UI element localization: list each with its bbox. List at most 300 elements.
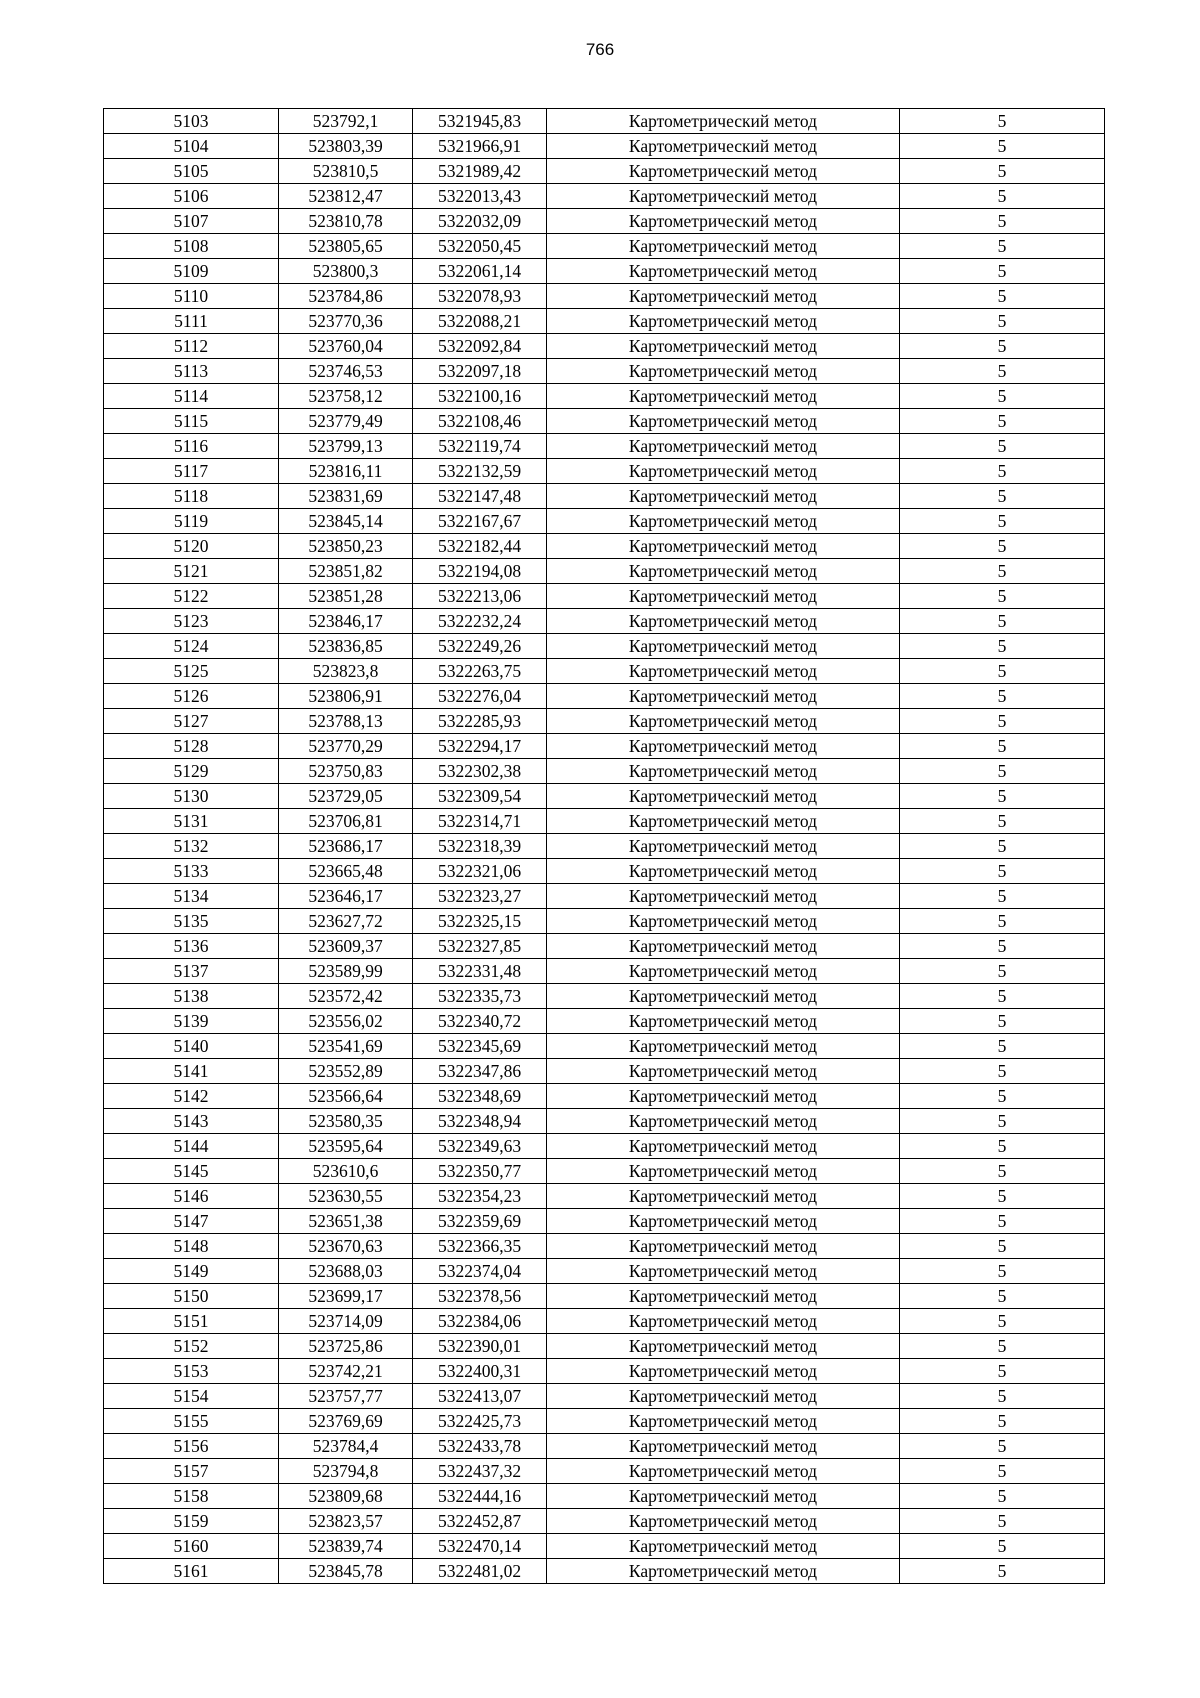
point-number-cell: 5111	[104, 309, 279, 334]
x-coordinate-cell: 523803,39	[279, 134, 413, 159]
x-coordinate-cell: 523750,83	[279, 759, 413, 784]
table-row	[104, 159, 1105, 184]
table-row	[104, 1384, 1105, 1409]
y-coordinate-cell: 5322285,93	[413, 709, 547, 734]
point-number-cell: 5143	[104, 1109, 279, 1134]
x-coordinate-cell: 523552,89	[279, 1059, 413, 1084]
point-number-cell: 5123	[104, 609, 279, 634]
point-number-cell: 5106	[104, 184, 279, 209]
accuracy-cell: 5	[900, 1084, 1105, 1109]
table-row	[104, 109, 1105, 134]
x-coordinate-cell: 523784,86	[279, 284, 413, 309]
x-coordinate-cell: 523784,4	[279, 1434, 413, 1459]
method-cell: Картометрический метод	[547, 109, 900, 134]
x-coordinate-cell: 523760,04	[279, 334, 413, 359]
point-number-cell: 5150	[104, 1284, 279, 1309]
y-coordinate-cell: 5322100,16	[413, 384, 547, 409]
x-coordinate-cell: 523769,69	[279, 1409, 413, 1434]
y-coordinate-cell: 5322294,17	[413, 734, 547, 759]
y-coordinate-cell: 5322348,69	[413, 1084, 547, 1109]
point-number-cell: 5134	[104, 884, 279, 909]
method-cell: Картометрический метод	[547, 184, 900, 209]
x-coordinate-cell: 523794,8	[279, 1459, 413, 1484]
x-coordinate-cell: 523850,23	[279, 534, 413, 559]
accuracy-cell: 5	[900, 609, 1105, 634]
table-row	[104, 484, 1105, 509]
accuracy-cell: 5	[900, 534, 1105, 559]
accuracy-cell: 5	[900, 209, 1105, 234]
x-coordinate-cell: 523839,74	[279, 1534, 413, 1559]
x-coordinate-cell: 523556,02	[279, 1009, 413, 1034]
method-cell: Картометрический метод	[547, 1059, 900, 1084]
table-row	[104, 1409, 1105, 1434]
accuracy-cell: 5	[900, 984, 1105, 1009]
table-row	[104, 1484, 1105, 1509]
table-row	[104, 1184, 1105, 1209]
y-coordinate-cell: 5322384,06	[413, 1309, 547, 1334]
accuracy-cell: 5	[900, 459, 1105, 484]
point-number-cell: 5158	[104, 1484, 279, 1509]
point-number-cell: 5140	[104, 1034, 279, 1059]
table-row	[104, 759, 1105, 784]
y-coordinate-cell: 5322309,54	[413, 784, 547, 809]
accuracy-cell: 5	[900, 884, 1105, 909]
method-cell: Картометрический метод	[547, 609, 900, 634]
table-row	[104, 584, 1105, 609]
y-coordinate-cell: 5322350,77	[413, 1159, 547, 1184]
table-row	[104, 1109, 1105, 1134]
accuracy-cell: 5	[900, 959, 1105, 984]
x-coordinate-cell: 523806,91	[279, 684, 413, 709]
table-row	[104, 709, 1105, 734]
accuracy-cell: 5	[900, 284, 1105, 309]
x-coordinate-cell: 523688,03	[279, 1259, 413, 1284]
x-coordinate-cell: 523836,85	[279, 634, 413, 659]
table-row	[104, 1159, 1105, 1184]
point-number-cell: 5156	[104, 1434, 279, 1459]
table-row	[104, 184, 1105, 209]
y-coordinate-cell: 5322437,32	[413, 1459, 547, 1484]
point-number-cell: 5141	[104, 1059, 279, 1084]
point-number-cell: 5135	[104, 909, 279, 934]
y-coordinate-cell: 5322092,84	[413, 334, 547, 359]
table-row	[104, 734, 1105, 759]
table-row	[104, 1559, 1105, 1584]
method-cell: Картометрический метод	[547, 634, 900, 659]
point-number-cell: 5132	[104, 834, 279, 859]
y-coordinate-cell: 5322232,24	[413, 609, 547, 634]
point-number-cell: 5125	[104, 659, 279, 684]
y-coordinate-cell: 5322097,18	[413, 359, 547, 384]
method-cell: Картометрический метод	[547, 1434, 900, 1459]
point-number-cell: 5119	[104, 509, 279, 534]
method-cell: Картометрический метод	[547, 1509, 900, 1534]
y-coordinate-cell: 5322167,67	[413, 509, 547, 534]
method-cell: Картометрический метод	[547, 1109, 900, 1134]
method-cell: Картометрический метод	[547, 134, 900, 159]
table-row	[104, 1059, 1105, 1084]
accuracy-cell: 5	[900, 1234, 1105, 1259]
method-cell: Картометрический метод	[547, 484, 900, 509]
y-coordinate-cell: 5322050,45	[413, 234, 547, 259]
x-coordinate-cell: 523800,3	[279, 259, 413, 284]
method-cell: Картометрический метод	[547, 309, 900, 334]
y-coordinate-cell: 5322119,74	[413, 434, 547, 459]
x-coordinate-cell: 523630,55	[279, 1184, 413, 1209]
y-coordinate-cell: 5322013,43	[413, 184, 547, 209]
x-coordinate-cell: 523792,1	[279, 109, 413, 134]
y-coordinate-cell: 5322327,85	[413, 934, 547, 959]
y-coordinate-cell: 5322359,69	[413, 1209, 547, 1234]
y-coordinate-cell: 5321945,83	[413, 109, 547, 134]
accuracy-cell: 5	[900, 1309, 1105, 1334]
point-number-cell: 5126	[104, 684, 279, 709]
x-coordinate-cell: 523580,35	[279, 1109, 413, 1134]
accuracy-cell: 5	[900, 684, 1105, 709]
table-row	[104, 559, 1105, 584]
accuracy-cell: 5	[900, 1384, 1105, 1409]
table-row	[104, 984, 1105, 1009]
table-row	[104, 1359, 1105, 1384]
accuracy-cell: 5	[900, 259, 1105, 284]
accuracy-cell: 5	[900, 1009, 1105, 1034]
method-cell: Картометрический метод	[547, 1009, 900, 1034]
accuracy-cell: 5	[900, 1259, 1105, 1284]
x-coordinate-cell: 523725,86	[279, 1334, 413, 1359]
point-number-cell: 5108	[104, 234, 279, 259]
y-coordinate-cell: 5322325,15	[413, 909, 547, 934]
y-coordinate-cell: 5322318,39	[413, 834, 547, 859]
accuracy-cell: 5	[900, 1434, 1105, 1459]
method-cell: Картометрический метод	[547, 859, 900, 884]
x-coordinate-cell: 523665,48	[279, 859, 413, 884]
y-coordinate-cell: 5322481,02	[413, 1559, 547, 1584]
method-cell: Картометрический метод	[547, 809, 900, 834]
accuracy-cell: 5	[900, 659, 1105, 684]
y-coordinate-cell: 5321966,91	[413, 134, 547, 159]
x-coordinate-cell: 523757,77	[279, 1384, 413, 1409]
x-coordinate-cell: 523541,69	[279, 1034, 413, 1059]
accuracy-cell: 5	[900, 1209, 1105, 1234]
point-number-cell: 5107	[104, 209, 279, 234]
accuracy-cell: 5	[900, 234, 1105, 259]
method-cell: Картометрический метод	[547, 159, 900, 184]
method-cell: Картометрический метод	[547, 1259, 900, 1284]
method-cell: Картометрический метод	[547, 1334, 900, 1359]
table-row	[104, 634, 1105, 659]
method-cell: Картометрический метод	[547, 1559, 900, 1584]
x-coordinate-cell: 523651,38	[279, 1209, 413, 1234]
method-cell: Картометрический метод	[547, 434, 900, 459]
point-number-cell: 5121	[104, 559, 279, 584]
y-coordinate-cell: 5322400,31	[413, 1359, 547, 1384]
point-number-cell: 5155	[104, 1409, 279, 1434]
table-row	[104, 834, 1105, 859]
x-coordinate-cell: 523809,68	[279, 1484, 413, 1509]
x-coordinate-cell: 523670,63	[279, 1234, 413, 1259]
table-row	[104, 234, 1105, 259]
y-coordinate-cell: 5322347,86	[413, 1059, 547, 1084]
table-row	[104, 534, 1105, 559]
table-row	[104, 1034, 1105, 1059]
method-cell: Картометрический метод	[547, 1034, 900, 1059]
point-number-cell: 5149	[104, 1259, 279, 1284]
table-row	[104, 209, 1105, 234]
accuracy-cell: 5	[900, 1134, 1105, 1159]
accuracy-cell: 5	[900, 109, 1105, 134]
method-cell: Картометрический метод	[547, 934, 900, 959]
table-row	[104, 659, 1105, 684]
point-number-cell: 5142	[104, 1084, 279, 1109]
y-coordinate-cell: 5322348,94	[413, 1109, 547, 1134]
point-number-cell: 5159	[104, 1509, 279, 1534]
accuracy-cell: 5	[900, 809, 1105, 834]
method-cell: Картометрический метод	[547, 659, 900, 684]
y-coordinate-cell: 5322340,72	[413, 1009, 547, 1034]
x-coordinate-cell: 523566,64	[279, 1084, 413, 1109]
x-coordinate-cell: 523816,11	[279, 459, 413, 484]
point-number-cell: 5129	[104, 759, 279, 784]
method-cell: Картометрический метод	[547, 384, 900, 409]
method-cell: Картометрический метод	[547, 284, 900, 309]
table-row	[104, 134, 1105, 159]
x-coordinate-cell: 523812,47	[279, 184, 413, 209]
point-number-cell: 5137	[104, 959, 279, 984]
x-coordinate-cell: 523799,13	[279, 434, 413, 459]
x-coordinate-cell: 523646,17	[279, 884, 413, 909]
table-row	[104, 1334, 1105, 1359]
method-cell: Картометрический метод	[547, 1359, 900, 1384]
x-coordinate-cell: 523758,12	[279, 384, 413, 409]
point-number-cell: 5139	[104, 1009, 279, 1034]
point-number-cell: 5117	[104, 459, 279, 484]
x-coordinate-cell: 523609,37	[279, 934, 413, 959]
x-coordinate-cell: 523686,17	[279, 834, 413, 859]
table-row	[104, 259, 1105, 284]
x-coordinate-cell: 523770,29	[279, 734, 413, 759]
table-row	[104, 409, 1105, 434]
accuracy-cell: 5	[900, 859, 1105, 884]
accuracy-cell: 5	[900, 334, 1105, 359]
x-coordinate-cell: 523595,64	[279, 1134, 413, 1159]
point-number-cell: 5152	[104, 1334, 279, 1359]
x-coordinate-cell: 523810,78	[279, 209, 413, 234]
x-coordinate-cell: 523845,78	[279, 1559, 413, 1584]
point-number-cell: 5118	[104, 484, 279, 509]
y-coordinate-cell: 5322433,78	[413, 1434, 547, 1459]
accuracy-cell: 5	[900, 509, 1105, 534]
x-coordinate-cell: 523846,17	[279, 609, 413, 634]
method-cell: Картометрический метод	[547, 1209, 900, 1234]
accuracy-cell: 5	[900, 1059, 1105, 1084]
y-coordinate-cell: 5322470,14	[413, 1534, 547, 1559]
point-number-cell: 5112	[104, 334, 279, 359]
table-row	[104, 384, 1105, 409]
accuracy-cell: 5	[900, 184, 1105, 209]
table-row	[104, 809, 1105, 834]
y-coordinate-cell: 5322413,07	[413, 1384, 547, 1409]
accuracy-cell: 5	[900, 584, 1105, 609]
point-number-cell: 5109	[104, 259, 279, 284]
point-number-cell: 5130	[104, 784, 279, 809]
method-cell: Картометрический метод	[547, 1284, 900, 1309]
x-coordinate-cell: 523851,82	[279, 559, 413, 584]
table-row	[104, 859, 1105, 884]
x-coordinate-cell: 523706,81	[279, 809, 413, 834]
coordinates-table-body	[104, 109, 1105, 1584]
method-cell: Картометрический метод	[547, 359, 900, 384]
y-coordinate-cell: 5322374,04	[413, 1259, 547, 1284]
table-row	[104, 1009, 1105, 1034]
accuracy-cell: 5	[900, 734, 1105, 759]
method-cell: Картометрический метод	[547, 1134, 900, 1159]
method-cell: Картометрический метод	[547, 834, 900, 859]
accuracy-cell: 5	[900, 634, 1105, 659]
x-coordinate-cell: 523699,17	[279, 1284, 413, 1309]
table-row	[104, 459, 1105, 484]
method-cell: Картометрический метод	[547, 409, 900, 434]
method-cell: Картометрический метод	[547, 534, 900, 559]
page-number: 766	[585, 40, 615, 59]
x-coordinate-cell: 523779,49	[279, 409, 413, 434]
table-row	[104, 1284, 1105, 1309]
point-number-cell: 5147	[104, 1209, 279, 1234]
accuracy-cell: 5	[900, 1184, 1105, 1209]
table-row	[104, 684, 1105, 709]
x-coordinate-cell: 523823,8	[279, 659, 413, 684]
point-number-cell: 5151	[104, 1309, 279, 1334]
accuracy-cell: 5	[900, 434, 1105, 459]
x-coordinate-cell: 523810,5	[279, 159, 413, 184]
method-cell: Картометрический метод	[547, 1184, 900, 1209]
point-number-cell: 5153	[104, 1359, 279, 1384]
method-cell: Картометрический метод	[547, 684, 900, 709]
x-coordinate-cell: 523805,65	[279, 234, 413, 259]
point-number-cell: 5161	[104, 1559, 279, 1584]
method-cell: Картометрический метод	[547, 709, 900, 734]
accuracy-cell: 5	[900, 1534, 1105, 1559]
method-cell: Картометрический метод	[547, 1459, 900, 1484]
method-cell: Картометрический метод	[547, 1309, 900, 1334]
table-row	[104, 1509, 1105, 1534]
point-number-cell: 5154	[104, 1384, 279, 1409]
y-coordinate-cell: 5322249,26	[413, 634, 547, 659]
table-row	[104, 909, 1105, 934]
table-row	[104, 1434, 1105, 1459]
x-coordinate-cell: 523742,21	[279, 1359, 413, 1384]
accuracy-cell: 5	[900, 484, 1105, 509]
y-coordinate-cell: 5322194,08	[413, 559, 547, 584]
y-coordinate-cell: 5322345,69	[413, 1034, 547, 1059]
point-number-cell: 5105	[104, 159, 279, 184]
x-coordinate-cell: 523823,57	[279, 1509, 413, 1534]
y-coordinate-cell: 5322314,71	[413, 809, 547, 834]
method-cell: Картометрический метод	[547, 884, 900, 909]
accuracy-cell: 5	[900, 1034, 1105, 1059]
table-row	[104, 934, 1105, 959]
x-coordinate-cell: 523788,13	[279, 709, 413, 734]
y-coordinate-cell: 5322354,23	[413, 1184, 547, 1209]
y-coordinate-cell: 5322302,38	[413, 759, 547, 784]
method-cell: Картометрический метод	[547, 784, 900, 809]
accuracy-cell: 5	[900, 709, 1105, 734]
accuracy-cell: 5	[900, 1159, 1105, 1184]
x-coordinate-cell: 523729,05	[279, 784, 413, 809]
y-coordinate-cell: 5322378,56	[413, 1284, 547, 1309]
table-row	[104, 884, 1105, 909]
table-row	[104, 434, 1105, 459]
y-coordinate-cell: 5322213,06	[413, 584, 547, 609]
y-coordinate-cell: 5322276,04	[413, 684, 547, 709]
accuracy-cell: 5	[900, 309, 1105, 334]
accuracy-cell: 5	[900, 134, 1105, 159]
method-cell: Картометрический метод	[547, 209, 900, 234]
table-row	[104, 1084, 1105, 1109]
table-row	[104, 334, 1105, 359]
table-row	[104, 1234, 1105, 1259]
accuracy-cell: 5	[900, 909, 1105, 934]
y-coordinate-cell: 5322132,59	[413, 459, 547, 484]
table-row	[104, 1259, 1105, 1284]
method-cell: Картометрический метод	[547, 259, 900, 284]
accuracy-cell: 5	[900, 1409, 1105, 1434]
accuracy-cell: 5	[900, 1459, 1105, 1484]
y-coordinate-cell: 5322323,27	[413, 884, 547, 909]
method-cell: Картометрический метод	[547, 1084, 900, 1109]
y-coordinate-cell: 5322078,93	[413, 284, 547, 309]
method-cell: Картометрический метод	[547, 234, 900, 259]
y-coordinate-cell: 5322147,48	[413, 484, 547, 509]
point-number-cell: 5138	[104, 984, 279, 1009]
method-cell: Картометрический метод	[547, 509, 900, 534]
x-coordinate-cell: 523851,28	[279, 584, 413, 609]
accuracy-cell: 5	[900, 1359, 1105, 1384]
point-number-cell: 5145	[104, 1159, 279, 1184]
method-cell: Картометрический метод	[547, 459, 900, 484]
accuracy-cell: 5	[900, 759, 1105, 784]
method-cell: Картометрический метод	[547, 909, 900, 934]
table-row	[104, 359, 1105, 384]
point-number-cell: 5110	[104, 284, 279, 309]
y-coordinate-cell: 5322349,63	[413, 1134, 547, 1159]
y-coordinate-cell: 5322425,73	[413, 1409, 547, 1434]
y-coordinate-cell: 5322182,44	[413, 534, 547, 559]
method-cell: Картометрический метод	[547, 1159, 900, 1184]
method-cell: Картометрический метод	[547, 559, 900, 584]
y-coordinate-cell: 5322390,01	[413, 1334, 547, 1359]
x-coordinate-cell: 523627,72	[279, 909, 413, 934]
y-coordinate-cell: 5322061,14	[413, 259, 547, 284]
table-row	[104, 784, 1105, 809]
x-coordinate-cell: 523845,14	[279, 509, 413, 534]
accuracy-cell: 5	[900, 834, 1105, 859]
accuracy-cell: 5	[900, 559, 1105, 584]
point-number-cell: 5120	[104, 534, 279, 559]
table-row	[104, 1134, 1105, 1159]
accuracy-cell: 5	[900, 1109, 1105, 1134]
table-row	[104, 1534, 1105, 1559]
table-row	[104, 959, 1105, 984]
y-coordinate-cell: 5322108,46	[413, 409, 547, 434]
point-number-cell: 5103	[104, 109, 279, 134]
method-cell: Картометрический метод	[547, 1484, 900, 1509]
accuracy-cell: 5	[900, 159, 1105, 184]
method-cell: Картометрический метод	[547, 1234, 900, 1259]
x-coordinate-cell: 523589,99	[279, 959, 413, 984]
point-number-cell: 5131	[104, 809, 279, 834]
x-coordinate-cell: 523831,69	[279, 484, 413, 509]
x-coordinate-cell: 523714,09	[279, 1309, 413, 1334]
